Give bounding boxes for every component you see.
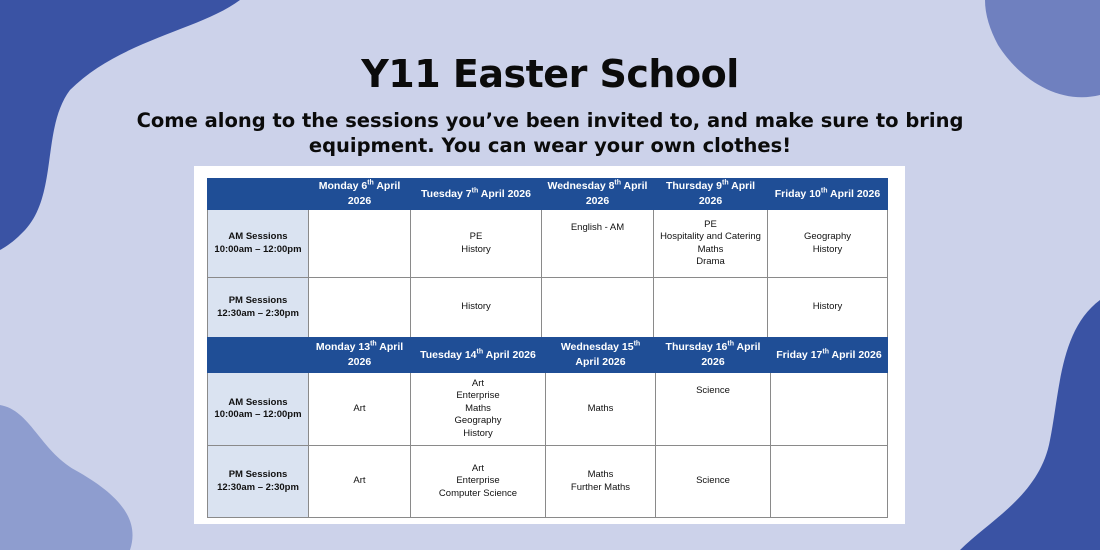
day-header: Friday 17th April 2026 xyxy=(771,338,888,373)
subject: History xyxy=(461,301,491,313)
day-header: Tuesday 14th April 2026 xyxy=(411,338,546,373)
page-title: Y11 Easter School xyxy=(361,52,739,96)
subject: Enterprise xyxy=(456,390,500,402)
day-header: Tuesday 7th April 2026 xyxy=(411,179,542,210)
day-header: Monday 6th April 2026 xyxy=(309,179,411,210)
week2-timetable xyxy=(207,337,888,518)
session-cell xyxy=(411,278,542,338)
session-cell xyxy=(654,278,768,338)
subject: Drama xyxy=(696,256,725,267)
session-cell xyxy=(768,210,888,278)
session-name: AM Sessions xyxy=(228,396,288,408)
subject: Further Maths xyxy=(570,481,631,493)
page-subtitle: Come along to the sessions you’ve been invited to, and make sure to bring equipment. You can wear your own clothes! xyxy=(136,109,964,157)
subject: History xyxy=(461,243,491,255)
session-time: 12:30am – 2:30pm xyxy=(217,307,299,319)
session-cell xyxy=(411,210,542,278)
subject: Maths xyxy=(587,402,614,414)
session-name: AM Sessions xyxy=(228,231,288,242)
session-row xyxy=(208,210,888,278)
session-name: PM Sessions xyxy=(228,469,288,480)
subject: Maths xyxy=(697,243,724,255)
session-cell xyxy=(771,373,888,446)
session-row xyxy=(208,373,888,446)
session-label xyxy=(208,210,309,278)
session-cell xyxy=(309,373,411,446)
session-cell xyxy=(542,278,654,338)
week1-timetable xyxy=(207,178,888,338)
subject: Enterprise xyxy=(456,475,500,487)
blob-right-dark xyxy=(960,300,1100,550)
header-corner-cell xyxy=(208,179,309,210)
subject: Art xyxy=(353,402,366,414)
blob-bottom-left xyxy=(0,405,133,550)
session-cell xyxy=(656,373,771,446)
day-header: Thursday 9th April 2026 xyxy=(654,179,768,210)
subject: Art xyxy=(353,475,366,487)
subject: Maths xyxy=(587,469,614,480)
subject: Geography xyxy=(454,415,502,427)
timetable-card xyxy=(194,166,905,524)
day-header: Wednesday 8th April 2026 xyxy=(542,179,654,210)
session-label xyxy=(208,373,309,446)
subject: History xyxy=(812,301,843,313)
day-header: Monday 13th April 2026 xyxy=(309,338,411,373)
session-row xyxy=(208,446,888,518)
session-cell xyxy=(768,278,888,338)
session-cell xyxy=(309,278,411,338)
subject: English - AM xyxy=(570,222,625,233)
session-cell xyxy=(771,446,888,518)
session-time: 10:00am – 12:00pm xyxy=(214,409,302,420)
session-cell xyxy=(654,210,768,278)
subject: Science xyxy=(696,385,730,396)
header-corner-cell xyxy=(208,338,309,373)
subject: Art xyxy=(471,462,485,474)
subject: History xyxy=(812,243,843,255)
subject: Art xyxy=(471,377,485,389)
subject: Science xyxy=(696,475,730,487)
subject: Maths xyxy=(465,402,491,414)
subject: PE xyxy=(469,231,483,242)
header-row xyxy=(208,179,888,210)
session-cell xyxy=(309,446,411,518)
session-cell xyxy=(656,446,771,518)
day-header: Wednesday 15th April 2026 xyxy=(546,338,656,373)
subject: History xyxy=(463,427,493,439)
session-cell xyxy=(411,446,546,518)
session-row xyxy=(208,278,888,338)
subject: Geography xyxy=(803,231,851,242)
header-row xyxy=(208,338,888,373)
session-cell xyxy=(411,373,546,446)
subject: PE xyxy=(704,218,717,230)
day-header: Thursday 16th April 2026 xyxy=(656,338,771,373)
subject: Computer Science xyxy=(438,487,518,499)
session-cell xyxy=(542,210,654,278)
session-cell xyxy=(309,210,411,278)
session-time: 12:30am – 2:30pm xyxy=(217,481,299,493)
day-header: Friday 10th April 2026 xyxy=(768,179,888,210)
session-cell xyxy=(546,446,656,518)
session-name: PM Sessions xyxy=(228,295,288,306)
session-label xyxy=(208,278,309,338)
session-label xyxy=(208,446,309,518)
session-cell xyxy=(546,373,656,446)
session-time: 10:00am – 12:00pm xyxy=(214,243,302,255)
subject: Hospitality and Catering xyxy=(660,231,761,242)
